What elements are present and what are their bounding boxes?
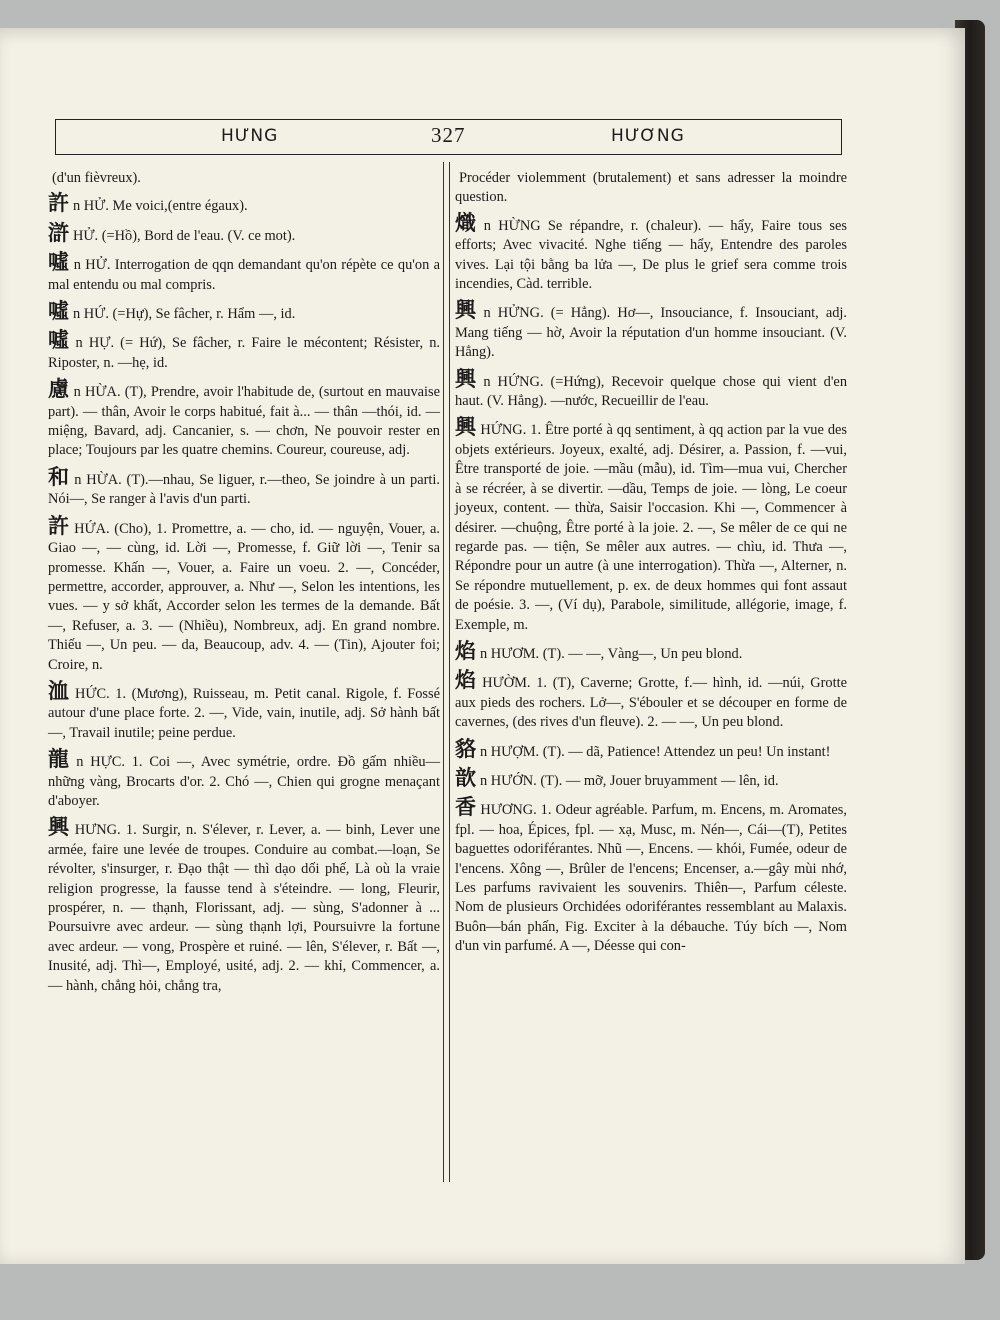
- dictionary-entry: 洫 HỨC. 1. (Mương), Ruisseau, m. Petit canal. Rigole, f. Fossé autour d'une place forte. 2. —, Vide, vain, inutile, adj. Sở hành bất —, Travail inutile; peine perdue.: [48, 678, 441, 741]
- dictionary-entry: 噓 n HỨ. (=Hự), Se fâcher, r. Hẩm —, id.: [48, 299, 296, 324]
- header-right-word: HƯƠNG: [611, 126, 685, 146]
- dictionary-entry: 滸 HỬ. (=Hồ), Bord de l'eau. (V. ce mot).: [48, 220, 296, 245]
- dictionary-entry: 慮 n HỪA. (T), Prendre, avoir l'habitude de, (surtout en mauvaise part). — thân, Avoir le corps habitué, fait à... — thân —thói, id. — miệng, Bavard, adj. Cancanier, s. — chơn, Ne pouvoir rester en place; Toujours par les quatre chemins. Coureur, coureuse, adj.: [48, 377, 441, 459]
- left-column: [48, 166, 440, 1003]
- dictionary-entry: 興 HỨNG. 1. Être porté à qq sentiment, à qq action par la vue des objets extérieurs. Joyeux, exalté, adj. Désirer, a. Passion, f. —vui, Être transporté de joie. —mầu (mẫu), id. Tìm—mua vui, Chercher à se récréer, à se divertir. —dầu, Temps de joie. — lòng, Le coeur joyeux, content. — thừa, Saisir l'occasion. Khi —, Commencer à désirer. —chuộng, Être porté à la joie. 2. —, Se mêler de ce qui ne regarde pas. — tiện, Se mêler aux autres. — chìu, id. Thưa —, Répondre pour un autre (à une interrogation). Thừa —, Alterner, n. Se répondre mutuellement, p. ex. de deux hommes qui font assaut de poésie. 3. —, (Ví dụ), Parabole, similitude, allégorie, image, f. Exemple, m.: [455, 415, 848, 633]
- dictionary-entry: 興 HƯNG. 1. Surgir, n. S'élever, r. Lever, a. — binh, Lever une armée, faire une levée de troupes. Conduire au combat.—loạn, Se révolter, s'insurger, r. Đạo thật — thì dạo dối phế, Là où la vraie religion progresse, la fausse tend à s'éteindre. — long, Fleurir, prospérer, n. — thạnh, Florissant, adj. — sùng, S'adonner à ... Poursuivre avec ardeur. — sùng thạnh lợi, Poursuivre la fortune avec ardeur. — vong, Prospère et ruiné. — lên, S'élever, r. Bất —, Inusité, adj. Thì—, Employé, usité, adj. 2. — khỉ, Commencer, a. — hành, chẳng hỏi, chẳng tra,: [48, 815, 440, 994]
- header-left-word: HƯNG: [221, 126, 279, 146]
- dictionary-entry: 熾 n HỪNG Se répandre, r. (chaleur). — hẩy, Faire tous ses efforts; Avec vivacité. Nghe tiếng — hẩy, Entendre des paroles vives. Lại tội bằng ba lửa —, De plus le grief sera comme trois incendies, Càd. terrible.: [455, 210, 847, 293]
- dictionary-entry: 龍 n HỰC. 1. Coi —, Avec symétrie, ordre. Đồ gấm nhiều—những vàng, Brocarts d'or. 2. Chó —, Chien qui grogne menaçant d'aboyer.: [48, 747, 440, 809]
- dictionary-entry: 興 n HỬNG. (= Hẳng). Hơ—, Insouciance, f. Insouciant, adj. Mang tiếng — hờ, Avoir la réputation d'un homme insouciant. (V. Hẳng).: [455, 298, 847, 361]
- dictionary-entry: 香 HƯƠNG. 1. Odeur agréable. Parfum, m. Encens, m. Aromates, fpl. — hoa, Épices, fpl. — xạ, Musc, m. Nén—, Cái—(T), Petites baguettes odoriférantes. Nhũ —, Encens. — khói, Fumée, odeur de l'encens. Xông —, Brûler de l'encens; Encenser, a.—gây mùi nhớ, Les parfums ravivaient les souvenirs. Thiên—, Parfum céleste. Nom de plusieurs Orchidées odoriférantes ressemblant au Malaxis. Buôn—bán phấn, Fig. Exciter à la débauche. Túy bích —, Nom d'un vin parfumé. A —, Déesse qui con-: [455, 795, 847, 955]
- right-column: [455, 166, 847, 964]
- dictionary-entry: 焰 n HƯƠM. (T). — —, Vàng—, Un peu blond.: [455, 638, 743, 663]
- dictionary-entry: 和 n HỪA. (T).—nhau, Se liguer, r.—theo, Se joindre à un parti. Nói—, Se ranger à l'avis d'un parti.: [48, 464, 441, 508]
- dictionary-entry: 焰 HƯỜM. 1. (T), Caverne; Grotte, f.— hình, id. —núi, Grotte aux pieds des rochers. Lở—, S'ébouler et se découper en forme de cavernes, (des rives d'un fleuve). 2. — —, Un peu blond.: [455, 668, 848, 731]
- running-header: [55, 119, 842, 155]
- dictionary-entry: 噓 n HỬ. Interrogation de qqn demandant qu'on répète ce qu'on a mal entendu ou mal compris.: [48, 250, 441, 293]
- dictionary-entry: 歆 n HƯỚN. (T). — mỡ, Jouer bruyamment — lên, id.: [455, 765, 779, 790]
- dictionary-entry: 貉 n HƯỢM. (T). — dã, Patience! Attendez un peu! Un instant!: [455, 736, 831, 761]
- dictionary-entry: 許 n HỬ. Me voici,(entre égaux).: [48, 191, 248, 216]
- column-divider: [443, 162, 450, 1182]
- dictionary-entry: Procéder violemment (brutalement) et sans adresser la moindre question.: [455, 170, 847, 206]
- dictionary-entry: 噓 n HỰ. (= Hứ), Se fâcher, r. Faire le mécontent; Résister, n. Riposter, n. —hẹ, id.: [48, 328, 440, 371]
- page-number: 327: [431, 123, 466, 147]
- dictionary-entry: (d'un fièvreux).: [52, 170, 141, 186]
- dictionary-entry: 興 n HỨNG. (=Hứng), Recevoir quelque chose qui vient d'en haut. (V. Hẳng). —nước, Recueillir de l'eau.: [455, 366, 848, 410]
- dictionary-entry: 許 HỨA. (Cho), 1. Promettre, a. — cho, id. — nguyện, Vouer, a. Giao —, — cùng, id. Lời —, Promesse, f. Giữ lời —, Tenir sa promesse. Khấn —, Vouer, a. Faire un voeu. 2. —, Concéder, permettre, accorder, approuver, a. Như —, Selon les intentions, les vues. — y sở khất, Accorder selon les termes de la demande. Bất —, Refuser, a. 3. — (Nhiều), Nombreux, adj. En grand nombre. Thiếu —, Un peu. — da, Beaucoup, adv. 4. — (Tin), Ajouter foi; Croire, n.: [48, 513, 441, 673]
